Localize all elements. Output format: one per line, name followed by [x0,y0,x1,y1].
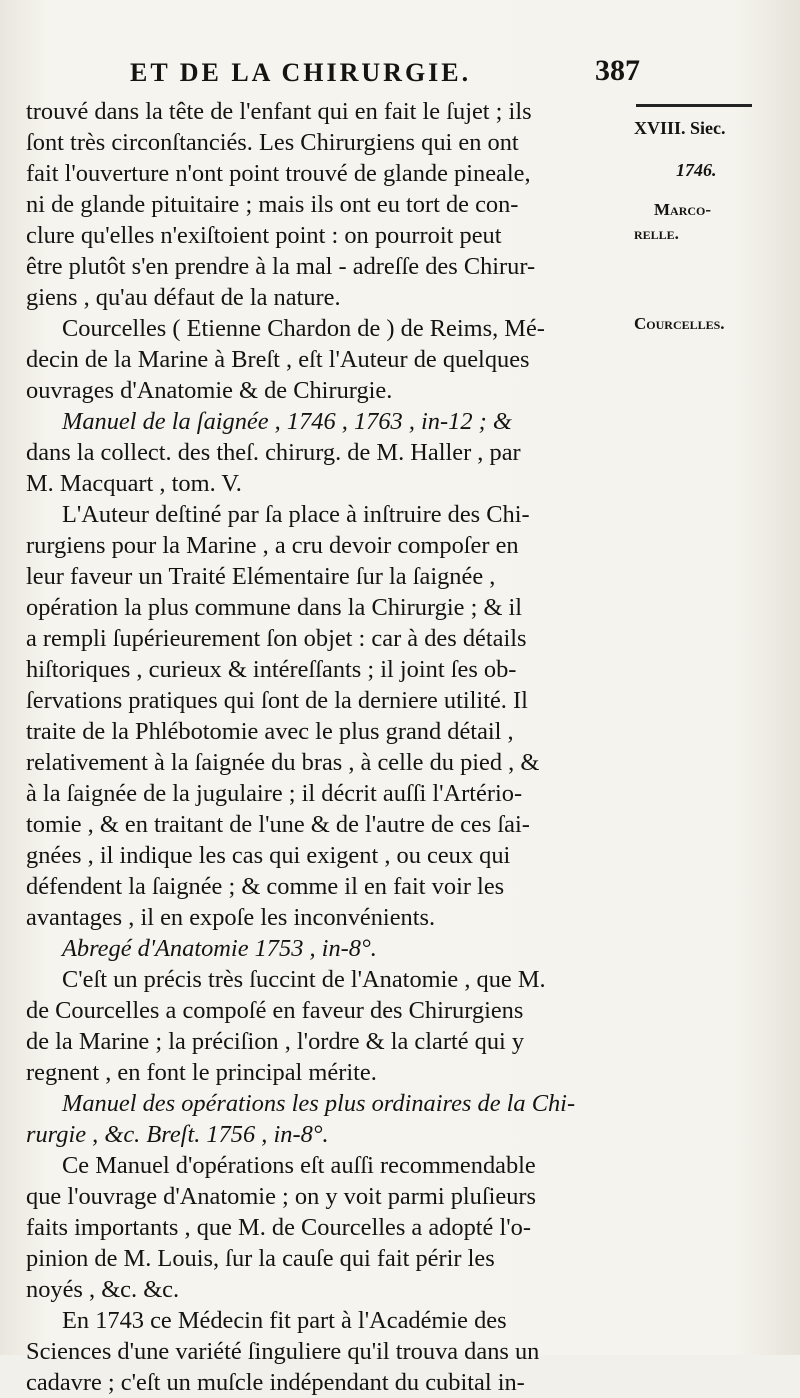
text-line: que l'ouvrage d'Anatomie ; on y voit parmi pluſieurs [26,1183,537,1210]
margin-year: 1746. [676,160,717,180]
text-line: cadavre ; c'eſt un muſcle indépendant du cubital in- [26,1369,525,1396]
text-line: ſont très circonſtanciés. Les Chirurgiens qui en ont [26,129,519,156]
text-line: C'eſt un précis très ſuccint de l'Anatomie , que M. [62,966,546,993]
margin-name-marcorelle-2: relle. [634,224,679,243]
text-line: dans la collect. des theſ. chirurg. de M. Haller , par [26,439,521,466]
text-line: opération la plus commune dans la Chirurgie ; & il [26,594,523,621]
text-line: être plutôt s'en prendre à la mal - adreſſe des Chirur- [26,253,536,280]
text-line: Courcelles ( Etienne Chardon de ) de Reims, Mé- [62,315,545,342]
margin-name-marcorelle-1: Marco- [654,200,712,219]
text-line: leur faveur un Traité Elémentaire ſur la ſaignée , [26,563,496,590]
text-line-title: Manuel de la ſaignée , 1746 , 1763 , in-12 ; & [62,408,512,435]
text-line: giens , qu'au défaut de la nature. [26,284,341,311]
body-text [26,96,654,1398]
text-line: En 1743 ce Médecin fit part à l'Académie des [62,1307,507,1334]
text-line-title: Manuel des opérations les plus ordinaires de la Chi- [62,1090,576,1117]
text-line: relativement à la ſaignée du bras , à celle du pied , & [26,749,540,776]
text-line-title: Abregé d'Anatomie 1753 , in-8°. [62,935,377,962]
text-line: pinion de M. Louis, ſur la cauſe qui fait périr les [26,1245,495,1272]
running-head: ET DE LA CHIRURGIE. [130,58,472,87]
text-line: decin de la Marine à Breſt , eſt l'Auteur de quelques [26,346,530,373]
page-number: 387 [595,54,640,87]
text-line: regnent , en font le principal mérite. [26,1059,377,1086]
text-line: de Courcelles a compoſé en faveur des Chirurgiens [26,997,524,1024]
text-line: traite de la Phlébotomie avec le plus grand détail , [26,718,514,745]
text-line: de la Marine ; la préciſion , l'ordre & la clarté qui y [26,1028,525,1055]
text-line: M. Macquart , tom. V. [26,470,242,497]
text-line: gnées , il indique les cas qui exigent , ou ceux qui [26,842,511,869]
text-line: L'Auteur deſtiné par ſa place à inſtruire des Chi- [62,501,530,528]
page-header [130,54,640,94]
text-line: hiſtoriques , curieux & intéreſſants ; il joint ſes ob- [26,656,517,683]
text-line: rurgiens pour la Marine , a cru devoir compoſer en [26,532,519,559]
margin-century: XVIII. Siec. [634,118,726,138]
margin-name-courcelles: Courcelles. [634,314,725,333]
text-line: tomie , & en traitant de l'une & de l'autre de ces ſai- [26,811,530,838]
text-line: défendent la ſaignée ; & comme il en fait voir les [26,873,505,900]
text-line: noyés , &c. &c. [26,1276,180,1303]
text-line: ouvrages d'Anatomie & de Chirurgie. [26,377,393,404]
text-line: à la ſaignée de la jugulaire ; il décrit auſſi l'Artério- [26,780,523,807]
text-line: avantages , il en expoſe les inconvénients. [26,904,436,931]
text-line: ni de glande pituitaire ; mais ils ont eu tort de con- [26,191,519,218]
text-line: faits importants , que M. de Courcelles a adopté l'o- [26,1214,531,1241]
text-line: clure qu'elles n'exiſtoient point : on pourroit peut [26,222,502,249]
text-line: trouvé dans la tête de l'enfant qui en fait le ſujet ; ils [26,98,532,125]
text-line: Sciences d'une variété ſinguliere qu'il trouva dans un [26,1338,540,1365]
text-line: ſervations pratiques qui ſont de la derniere utilité. Il [26,687,528,714]
text-line: Ce Manuel d'opérations eſt auſſi recommendable [62,1152,536,1179]
text-line: fait l'ouverture n'ont point trouvé de glande pineale, [26,160,531,187]
text-line: a rempli ſupérieurement ſon objet : car à des détails [26,625,527,652]
text-line-title: rurgie , &c. Breſt. 1756 , in-8°. [26,1121,329,1148]
